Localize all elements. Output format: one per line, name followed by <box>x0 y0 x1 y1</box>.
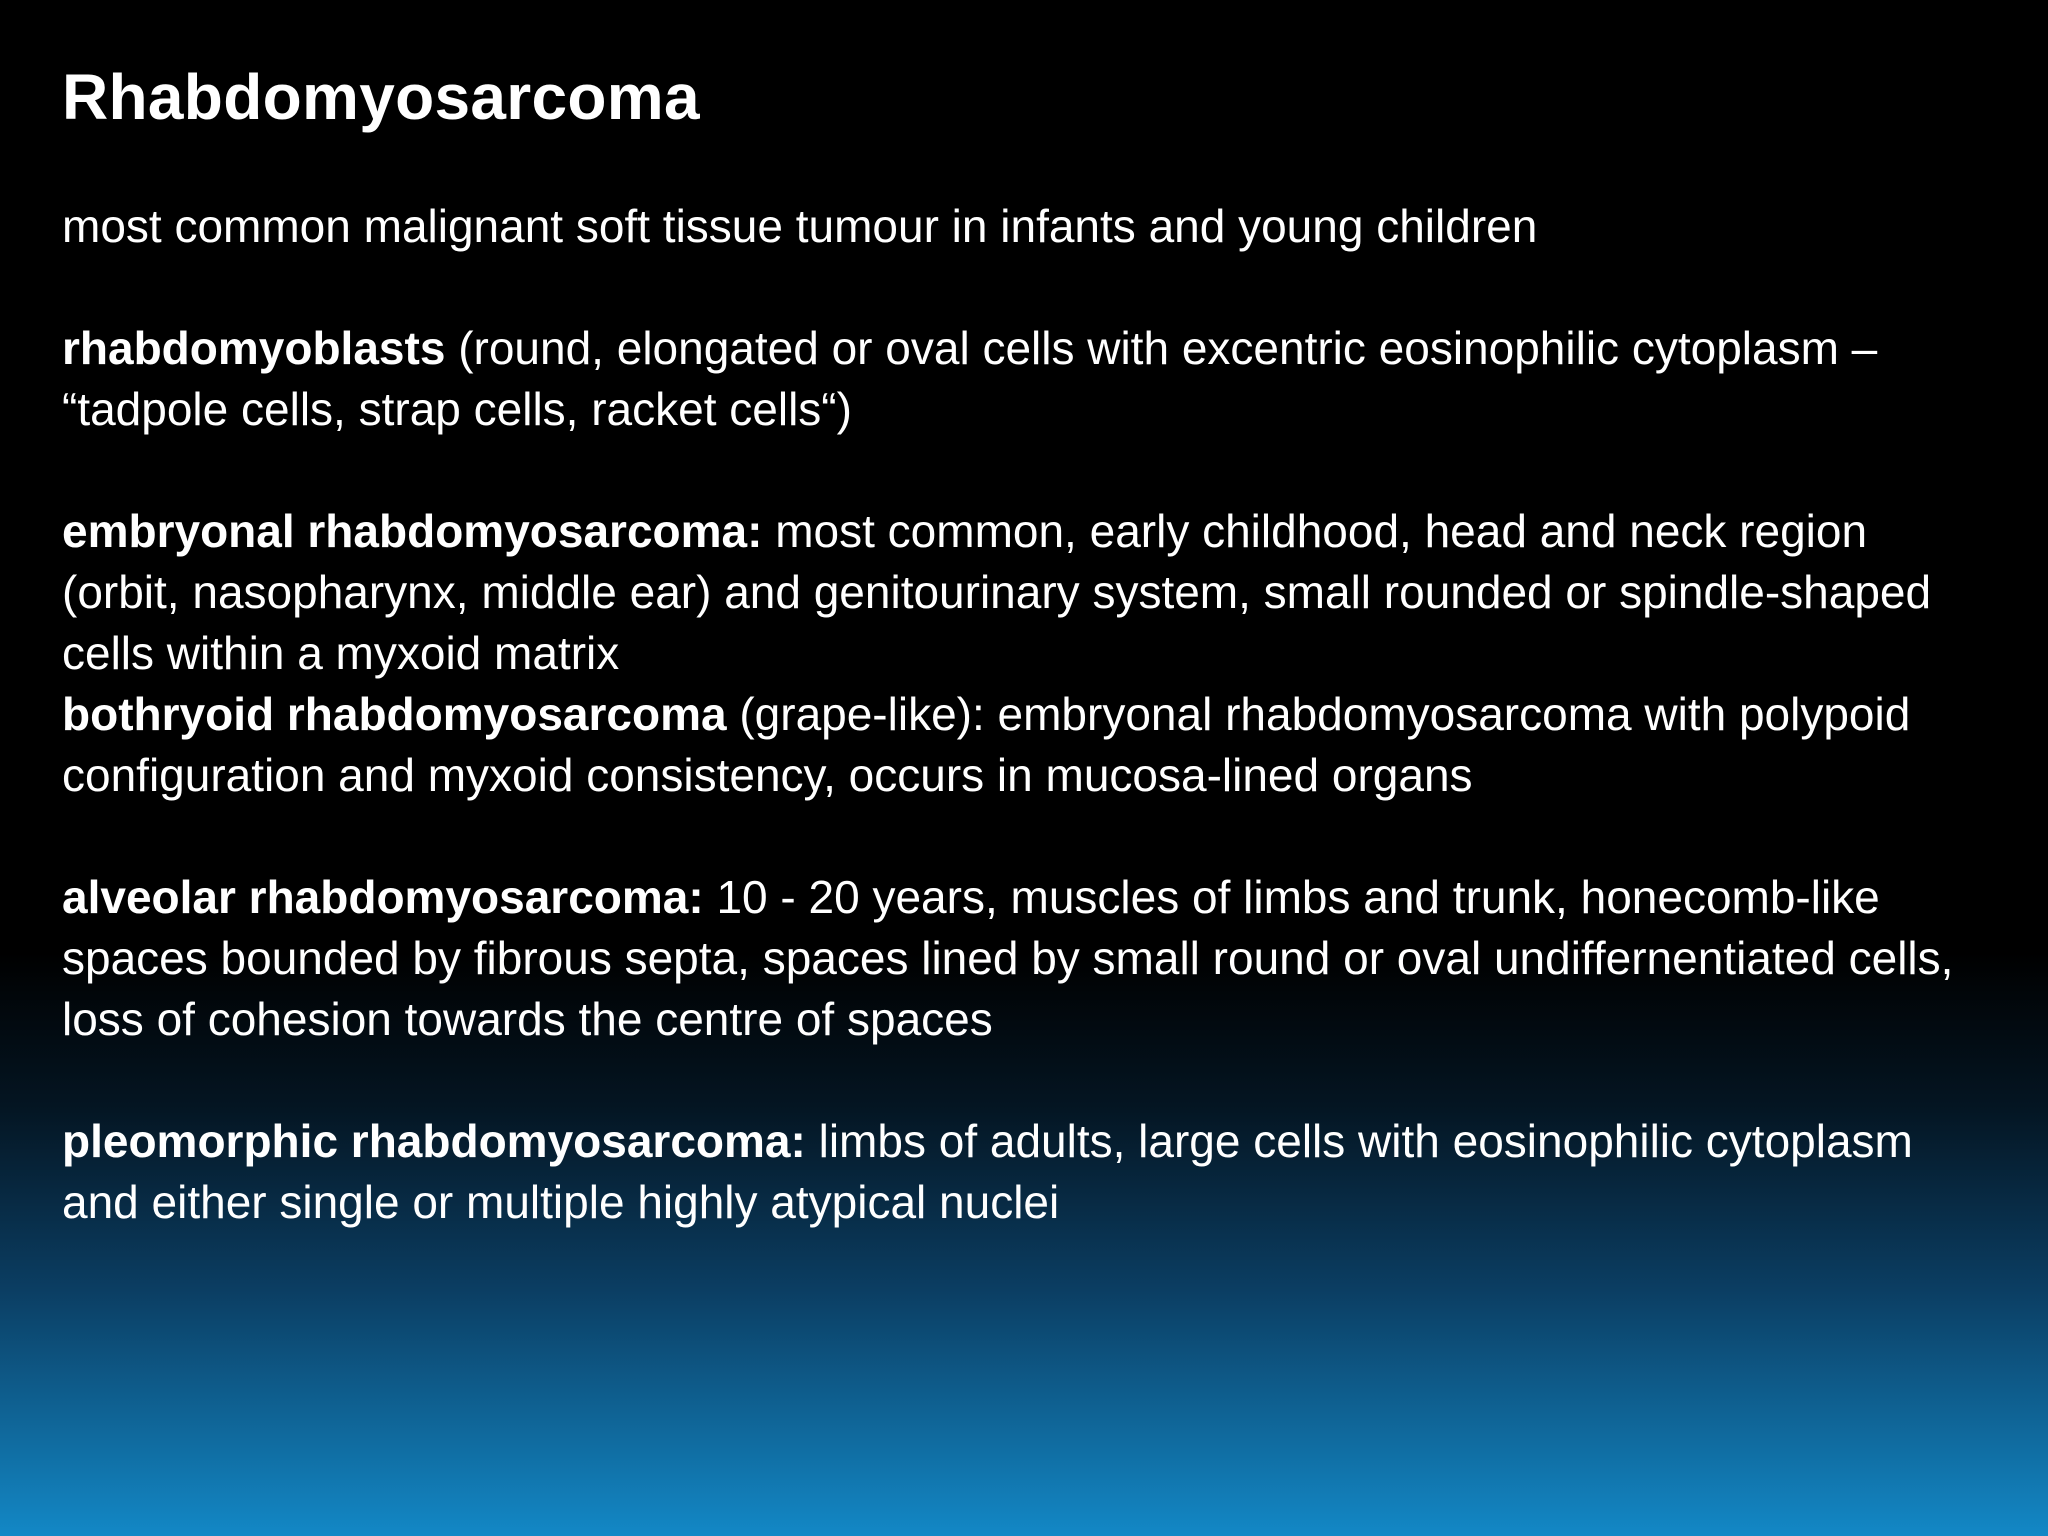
paragraph-text: 10 - 20 years, muscles of limbs and trunk, honecomb-like spaces bounded by fibrous septa, spaces lined by small round or oval undiffernentiated cells, loss of cohesion towards the centre of spaces <box>62 871 1954 1045</box>
paragraph-text: most common, early childhood, head and neck region (orbit, nasopharynx, middle ear) and genitourinary system, small rounded or spindle-shaped cells within a myxoid matrix <box>62 505 1932 679</box>
paragraph-bothryoid <box>62 684 1992 806</box>
spacer <box>62 257 1992 318</box>
spacer <box>62 1050 1992 1111</box>
paragraph-definition <box>62 196 1992 257</box>
paragraph-rhabdomyoblasts <box>62 318 1992 440</box>
paragraph-text: (round, elongated or oval cells with excentric eosinophilic cytoplasm – “tadpole cells, strap cells, racket cells“) <box>62 322 1878 435</box>
slide-body <box>62 196 1992 1233</box>
paragraph-lead: rhabdomyoblasts <box>62 322 446 374</box>
slide-title: Rhabdomyosarcoma <box>62 61 700 133</box>
paragraph-lead: embryonal rhabdomyosarcoma: <box>62 505 763 557</box>
paragraph-text: most common malignant soft tissue tumour in infants and young children <box>62 200 1538 252</box>
paragraph-text: limbs of adults, large cells with eosinophilic cytoplasm and either single or multiple highly atypical nuclei <box>62 1115 1913 1228</box>
slide-content <box>62 58 1992 1233</box>
spacer <box>62 806 1992 867</box>
paragraph-alveolar <box>62 867 1992 1050</box>
paragraph-text: (grape-like): embryonal rhabdomyosarcoma with polypoid configuration and myxoid consistency, occurs in mucosa-lined organs <box>62 688 1911 801</box>
paragraph-lead: pleomorphic rhabdomyosarcoma: <box>62 1115 806 1167</box>
spacer <box>62 440 1992 501</box>
paragraph-pleomorphic <box>62 1111 1992 1233</box>
paragraph-embryonal <box>62 501 1992 684</box>
paragraph-lead: bothryoid rhabdomyosarcoma <box>62 688 727 740</box>
paragraph-lead: alveolar rhabdomyosarcoma: <box>62 871 704 923</box>
